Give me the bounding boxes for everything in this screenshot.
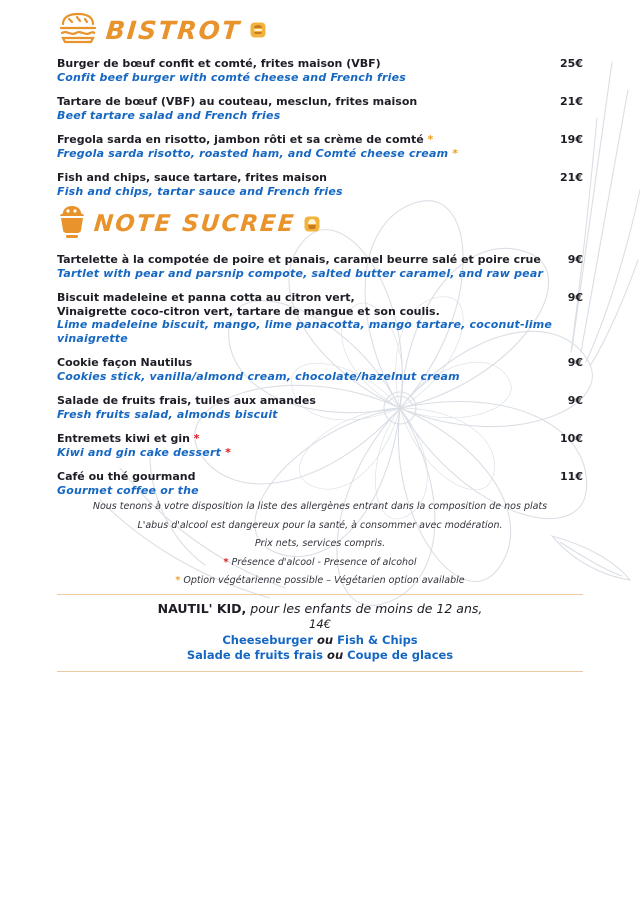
menu-item bbox=[57, 394, 583, 421]
note-sucree-header bbox=[57, 204, 583, 244]
burger-emoji-icon bbox=[250, 22, 266, 38]
allergens-note: Nous tenons à votre disposition la liste des allergènes entrant dans la composition de nos plats bbox=[92, 501, 548, 512]
item-price: 25€ bbox=[560, 57, 583, 70]
kids-menu-subtitle: pour les enfants de moins de 12 ans, bbox=[250, 600, 483, 616]
item-name-en: Confit beef burger with comté cheese and French fries bbox=[57, 70, 407, 84]
item-price: 9€ bbox=[567, 291, 583, 304]
item-price: 9€ bbox=[567, 356, 583, 369]
item-name-en: Tartlet with pear and parsnip compote, salted butter caramel, and raw pear bbox=[57, 266, 544, 280]
menu-item bbox=[57, 291, 583, 345]
kids-option-2: Salade de fruits frais ou Coupe de glaces bbox=[186, 647, 454, 662]
item-name-en: Kiwi and gin cake dessert * bbox=[57, 445, 232, 459]
item-name-fr: Entremets kiwi et gin * bbox=[57, 432, 200, 445]
item-name-fr: Fregola sarda en risotto, jambon rôti et sa crème de comté * bbox=[57, 133, 434, 146]
item-name-fr: Cookie façon Nautilus bbox=[57, 356, 193, 369]
prices-note: Prix nets, services compris. bbox=[254, 538, 386, 549]
item-name-en: Beef tartare salad and French fries bbox=[57, 108, 281, 122]
alcohol-marker: * bbox=[223, 556, 229, 568]
footnotes bbox=[57, 501, 583, 586]
item-price: 10€ bbox=[560, 432, 583, 445]
item-name-en: Fish and chips, tartar sauce and French fries bbox=[57, 184, 343, 198]
item-name-en: Lime madeleine biscuit, mango, lime panacotta, mango tartare, coconut-lime vinaigrette bbox=[57, 318, 553, 345]
veg-option-marker: * bbox=[427, 133, 434, 146]
burger-sketch-icon bbox=[57, 12, 99, 48]
veg-option-marker: * bbox=[175, 575, 181, 586]
bistrot-header bbox=[57, 12, 583, 48]
item-name-fr: Café ou thé gourmand bbox=[57, 470, 196, 483]
kids-title bbox=[57, 601, 583, 616]
alcohol-marker: * bbox=[225, 445, 232, 459]
kids-menu-price: 14€ bbox=[309, 616, 331, 631]
item-name-fr: Burger de bœuf confit et comté, frites maison (VBF) bbox=[57, 57, 381, 70]
item-name-fr: Fish and chips, sauce tartare, frites maison bbox=[57, 171, 327, 184]
menu-item bbox=[57, 57, 583, 84]
item-name-en: Fregola sarda risotto, roasted ham, and Comté cheese cream * bbox=[57, 146, 459, 160]
item-price: 21€ bbox=[560, 171, 583, 184]
section-title-bistrot: BISTROT bbox=[104, 15, 243, 45]
item-name-fr: Biscuit madeleine et panna cotta au citron vert, bbox=[57, 291, 355, 304]
item-name-fr: Tartelette à la compotée de poire et panais, caramel beurre salé et poire crue bbox=[57, 253, 541, 266]
divider-bottom bbox=[57, 671, 583, 672]
veg-option-marker: * bbox=[452, 146, 459, 160]
item-price: 9€ bbox=[567, 253, 583, 266]
item-price: 21€ bbox=[560, 95, 583, 108]
menu-item bbox=[57, 470, 583, 497]
section-title-note-sucree: NOTE SUCREE bbox=[92, 211, 297, 237]
kids-option-1: Cheeseburger ou Fish & Chips bbox=[222, 632, 418, 647]
alcohol-marker: * bbox=[193, 432, 200, 445]
item-name-fr: Tartare de bœuf (VBF) au couteau, mesclun, frites maison bbox=[57, 95, 418, 108]
item-name-en: Fresh fruits salad, almonds biscuit bbox=[57, 407, 278, 421]
veg-legend: * Option végétarienne possible – Végétarien option available bbox=[175, 575, 465, 586]
item-name-fr-line2: Vinaigrette coco-citron vert, tartare de mangue et son coulis. bbox=[57, 304, 440, 318]
item-name-fr: Salade de fruits frais, tuiles aux amandes bbox=[57, 394, 316, 407]
alcohol-legend: * Présence d'alcool - Presence of alcohol bbox=[223, 556, 417, 568]
kids-menu-name: NAUTIL' KID, bbox=[157, 600, 247, 616]
item-price: 9€ bbox=[567, 394, 583, 407]
item-name-en: Cookies stick, vanilla/almond cream, chocolate/hazelnut cream bbox=[57, 369, 460, 383]
menu-item bbox=[57, 356, 583, 383]
divider-top bbox=[57, 594, 583, 595]
dessert-cup-icon bbox=[57, 204, 87, 244]
item-price: 19€ bbox=[560, 133, 583, 146]
kids-menu bbox=[57, 601, 583, 663]
menu-item bbox=[57, 432, 583, 459]
item-name-en: Gourmet coffee or the bbox=[57, 483, 199, 497]
menu-item bbox=[57, 171, 583, 198]
alcohol-warning-note: L'abus d'alcool est dangereux pour la santé, à consommer avec modération. bbox=[137, 519, 503, 531]
item-price: 11€ bbox=[560, 470, 583, 483]
menu-item bbox=[57, 133, 583, 160]
menu-item bbox=[57, 253, 583, 280]
menu-item bbox=[57, 95, 583, 122]
dessert-emoji-icon bbox=[304, 216, 320, 232]
